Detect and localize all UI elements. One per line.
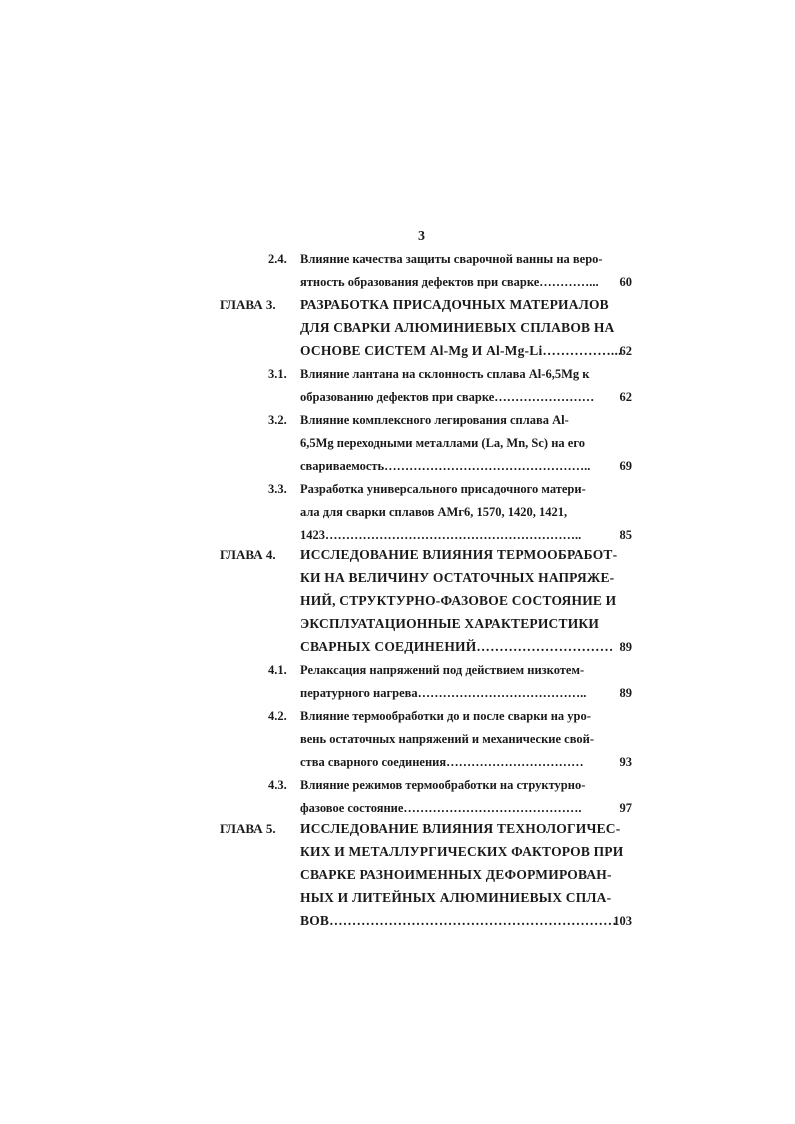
entry-page: 60	[619, 275, 632, 289]
entry-text-line: ства сварного соединения……………………………	[300, 755, 584, 769]
entry-text-line: свариваемость…………………………………………..	[300, 459, 591, 473]
entry-number: 2.4.	[268, 252, 287, 266]
entry-text-line: ИССЛЕДОВАНИЕ ВЛИЯНИЯ ТЕРМООБРАБОТ-	[300, 547, 618, 562]
entry-page: 93	[619, 755, 632, 769]
entry-text-line: вень остаточных напряжений и механические свой-	[300, 732, 595, 746]
entry-text-line: ИССЛЕДОВАНИЕ ВЛИЯНИЯ ТЕХНОЛОГИЧЕС-	[300, 821, 621, 836]
entry-text-line: ала для сварки сплавов АМг6, 1570, 1420, 1421,	[300, 505, 568, 519]
entry-page: 89	[619, 640, 632, 654]
entry-text-line: ятность образования дефектов при сварке…………...	[300, 275, 599, 289]
entry-text-line: Влияние термообработки до и после сварки на уро-	[300, 709, 591, 723]
chapter-label: ГЛАВА 5.	[220, 821, 276, 836]
entry-page: 62	[619, 344, 632, 358]
entry-text-line: ОСНОВЕ СИСТЕМ Al-Mg И Al-Mg-Li……………...	[300, 343, 622, 358]
entry-page: 89	[619, 686, 632, 700]
entry-text-line: Разработка универсального присадочного матери-	[300, 482, 586, 496]
entry-page: 85	[619, 528, 632, 542]
entry-page: 62	[619, 390, 632, 404]
entry-text-line: ДЛЯ СВАРКИ АЛЮМИНИЕВЫХ СПЛАВОВ НА	[300, 320, 615, 335]
chapter-label: ГЛАВА 3.	[220, 297, 276, 312]
entry-number: 3.2.	[268, 413, 287, 427]
entry-text-line: 6,5Mg переходными металлами (La, Mn, Sc) на его	[300, 436, 585, 450]
entry-text-line: Релаксация напряжений под действием низкотем-	[300, 663, 585, 677]
entry-text-line: КИ НА ВЕЛИЧИНУ ОСТАТОЧНЫХ НАПРЯЖЕ-	[300, 570, 615, 585]
entry-text-line: СВАРНЫХ СОЕДИНЕНИЙ…………………………	[300, 639, 614, 654]
entry-number: 4.2.	[268, 709, 287, 723]
entry-page: 97	[619, 801, 632, 815]
entry-number: 3.3.	[268, 482, 287, 496]
entry-text-line: СВАРКЕ РАЗНОИМЕННЫХ ДЕФОРМИРОВАН-	[300, 867, 612, 882]
entry-text-line: НИЙ, СТРУКТУРНО-ФАЗОВОЕ СОСТОЯНИЕ И	[300, 593, 617, 608]
entry-number: 3.1.	[268, 367, 287, 381]
chapter-label: ГЛАВА 4.	[220, 547, 276, 562]
entry-text-line: Влияние комплексного легирования сплава Al-	[300, 413, 569, 427]
entry-text-line: НЫХ И ЛИТЕЙНЫХ АЛЮМИНИЕВЫХ СПЛА-	[300, 890, 612, 905]
entry-text-line: Влияние режимов термообработки на структурно-	[300, 778, 586, 792]
entry-number: 4.3.	[268, 778, 287, 792]
entry-text-line: 1423……………………………………………………..	[300, 528, 582, 542]
entry-page: 103	[613, 914, 632, 928]
entry-text-line: ВОВ………………………………………………………	[300, 913, 617, 928]
entry-text-line: образованию дефектов при сварке……………………	[300, 390, 595, 404]
entry-text-line: Влияние качества защиты сварочной ванны на веро-	[300, 252, 603, 266]
entry-text-line: ЭКСПЛУАТАЦИОННЫЕ ХАРАКТЕРИСТИКИ	[300, 616, 600, 631]
entry-text-line: пературного нагрева…………………………………..	[300, 686, 587, 700]
entry-text-line: РАЗРАБОТКА ПРИСАДОЧНЫХ МАТЕРИАЛОВ	[300, 297, 609, 312]
entry-number: 4.1.	[268, 663, 287, 677]
entry-text-line: фазовое состояние…………………………………….	[300, 801, 582, 815]
page-number: 3	[418, 229, 425, 244]
entry-text-line: Влияние лантана на склонность сплава Al-6,5Mg к	[300, 367, 590, 381]
entry-page: 69	[619, 459, 632, 473]
entry-text-line: КИХ И МЕТАЛЛУРГИЧЕСКИХ ФАКТОРОВ ПРИ	[300, 844, 624, 859]
